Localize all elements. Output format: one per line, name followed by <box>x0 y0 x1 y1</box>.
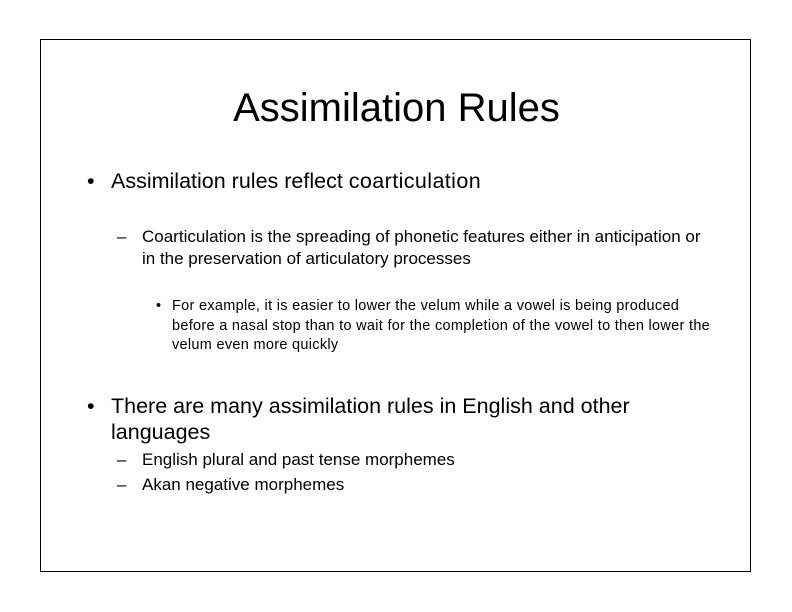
slide <box>40 39 751 572</box>
sub-bullet-marker: – <box>117 227 127 246</box>
sub-bullet-text: Akan negative morphemes <box>142 475 345 494</box>
emphasized-term: coarticulation <box>348 169 482 193</box>
sub-sub-bullet-text: For example, it is easier to lower the velum while a vowel is being produced before a nasal stop than to wait for the completion of the vowel to then lower the velum even more quickly <box>172 298 711 353</box>
sub-sub-bullet-marker: • <box>156 298 162 314</box>
bullet-marker: • <box>87 169 95 193</box>
sub-bullet-marker: – <box>117 475 127 494</box>
bullet-text <box>111 168 711 194</box>
sub-bullet-text: English plural and past tense morphemes <box>142 450 455 469</box>
bullet-text-lead: Assimilation rules reflect <box>111 169 349 193</box>
bullet-marker: • <box>87 394 95 418</box>
sub-bullet-text: Coarticulation is the spreading of phonetic features either in anticipation or in the preservation of articulatory processes <box>142 227 701 268</box>
sub-bullet-marker: – <box>117 450 127 469</box>
bullet-text: There are many assimilation rules in English and other languages <box>111 394 630 444</box>
slide-title: Assimilation Rules <box>233 86 560 130</box>
